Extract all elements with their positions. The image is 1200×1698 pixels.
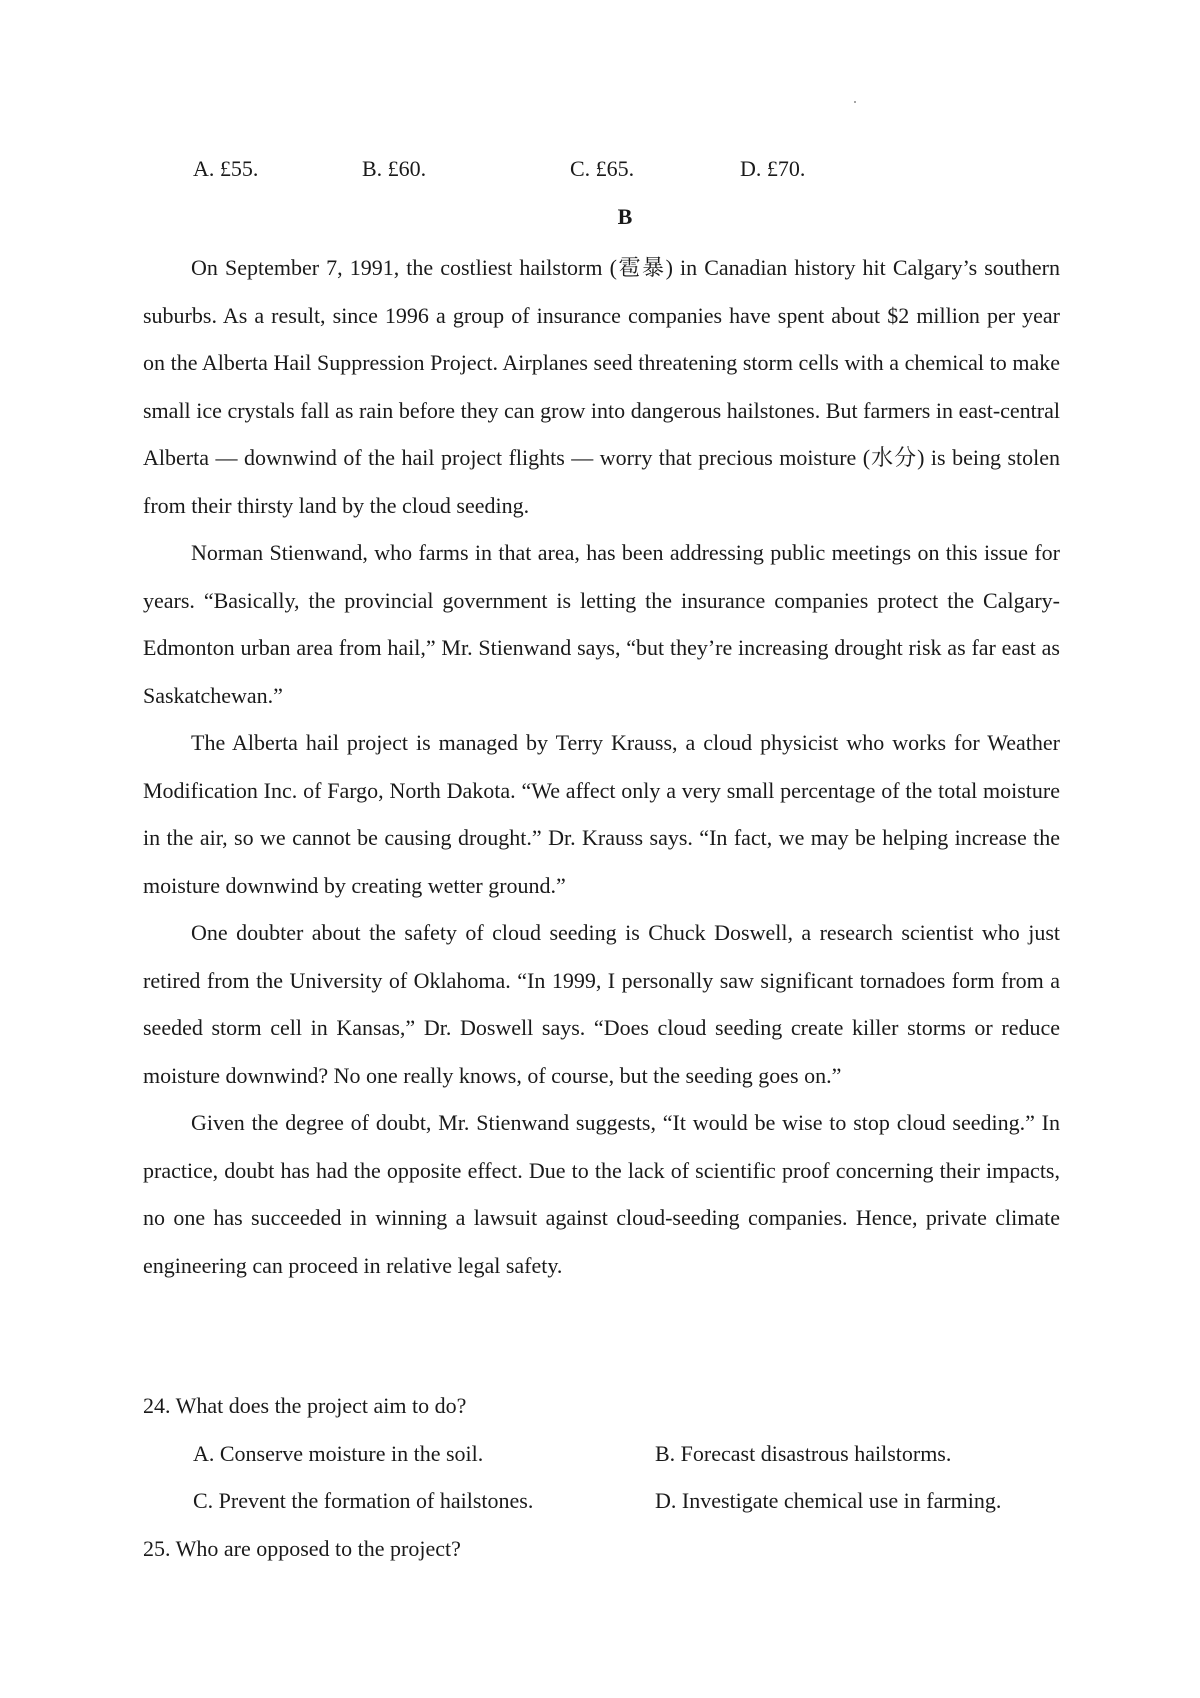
question-24-option-b: B. Forecast disastrous hailstorms. (655, 1441, 952, 1466)
option-c: C. £65. (570, 156, 635, 181)
scan-speck (854, 101, 856, 103)
paragraph-2: Norman Stienwand, who farms in that area, has been addressing public meetings on this issue for years. “Basically, the provincial government is letting the insurance companies protect the Calgary-Edmonton urban area from hail,” Mr. Stienwand says, “but they’re increasing drought risk as far east as Saskatchewan.” (143, 540, 1060, 708)
paragraph-1: On September 7, 1991, the costliest hailstorm (雹暴) in Canadian history hit Calgary’s southern suburbs. As a result, since 1996 a group of insurance companies have spent about $2 million per year on the Alberta Hail Suppression Project. Airplanes seed threatening storm cells with a chemical to make small ice crystals fall as rain before they can grow into dangerous hailstones. But farmers in east-central Alberta — downwind of the hail project flights — worry that precious moisture (水分) is being stolen from their thirsty land by the cloud seeding. (143, 255, 1060, 518)
option-b: B. £60. (362, 156, 427, 181)
question-24-option-c: C. Prevent the formation of hailstones. (193, 1488, 534, 1513)
section-heading: B (617, 204, 633, 229)
paragraph-5: Given the degree of doubt, Mr. Stienwand suggests, “It would be wise to stop cloud seeding.” In practice, doubt has had the opposite effect. Due to the lack of scientific proof concerning their impacts, no one has succeeded in winning a lawsuit against cloud-seeding companies. Hence, private climate engineering can proceed in relative legal safety. (143, 1110, 1060, 1278)
question-24-option-a: A. Conserve moisture in the soil. (193, 1441, 484, 1466)
paragraph-3: The Alberta hail project is managed by Terry Krauss, a cloud physicist who works for Weather Modification Inc. of Fargo, North Dakota. “We affect only a very small percentage of the total moisture in the air, so we cannot be causing drought.” Dr. Krauss says. “In fact, we may be helping increase the moisture downwind by creating wetter ground.” (143, 730, 1060, 898)
question-24-stem: 24. What does the project aim to do? (143, 1393, 467, 1418)
question-24-option-d: D. Investigate chemical use in farming. (655, 1488, 1002, 1513)
option-a: A. £55. (193, 156, 259, 181)
question-25-stem: 25. Who are opposed to the project? (143, 1536, 461, 1561)
reading-passage (143, 244, 1060, 1289)
previous-question-options (0, 152, 1200, 186)
option-d: D. £70. (740, 156, 806, 181)
paragraph-4: One doubter about the safety of cloud seeding is Chuck Doswell, a research scientist who just retired from the University of Oklahoma. “In 1999, I personally saw significant tornadoes form from a seeded storm cell in Kansas,” Dr. Doswell says. “Does cloud seeding create killer storms or reduce moisture downwind? No one really knows, of course, but the seeding goes on.” (143, 920, 1060, 1088)
